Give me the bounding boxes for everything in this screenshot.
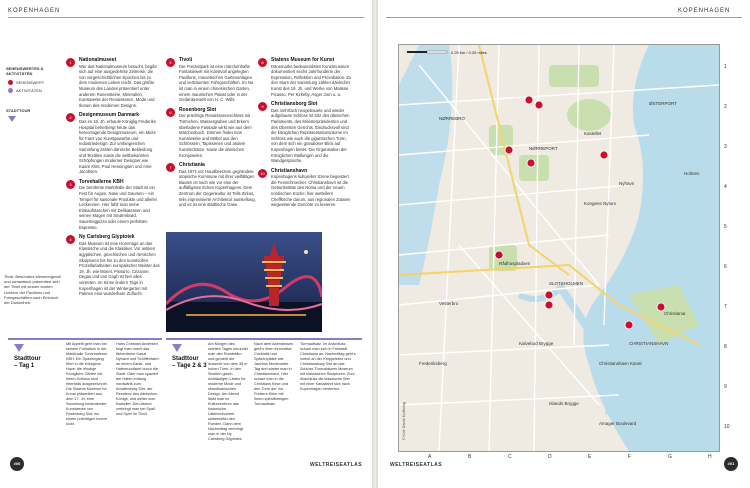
legend-item-label: SEHENSWERT [16,80,45,85]
entry-item [166,163,256,208]
entry-title: Christiania [179,162,205,169]
tour2-col-3: Turmaufsatz. Im Anschluss schaut man sich in Freistadt Christiania an. Nachmittag geht's vorbei an der Knippelsbro und Christiansborg Slot an das Schloss Thorvaldsens Museum mit klassischen Skulpturen. Zum Abschluss die klassische Wer mit einer Kanalfahrt sich nach Kopenhagen-Vesterbro. [300,342,356,391]
legend-title [6,66,66,76]
map-place-label: ØSTERPORT [649,101,677,106]
entry-body: Das im 18. Jh. erbaute Königlig Frederiks Hospital beherbergt heute das hervorragende Designmuseum, ein Muss für Fans von Kunstgewerbe und Industriedesign. Zur umfangreichen Sammlung zählen dänische Bekleidung und Textilien sowie die weltbekannten Schöpfungen moderner Designer wie Kaare Klint, Poul Henningsen und Arne Jacobsen. [79,118,156,175]
legend-aktivitaeten [8,88,68,93]
page-number-left: #00 [10,457,24,471]
legend-stadttour-title: STADTTOUR [6,108,31,113]
grid-row-label: 1 [724,64,727,70]
grid-row-label: 9 [724,384,727,390]
entry-title: Rosenborg Slot [179,106,217,113]
entry-title: Tivoli [179,57,192,63]
map-place-label: Christiania [664,311,686,316]
map-place-label: NØRREBRO [439,116,466,121]
tour2-title [172,356,207,370]
header-rule [386,17,742,18]
entry-marker-icon: 6 [166,108,175,117]
entry-marker-icon: 1 [66,58,75,67]
entry-item [258,169,352,208]
entry-marker-icon: 9 [258,102,267,111]
entry-body: Dänemarks bedeutendstes Kunstmuseum dokumentiert sechs Jahrhunderte der Expression, Reflektion und Provokation. Zu den Stars der Sammlung zählen dänischer Kunst des 19. Jh. und Werke von Matisse, Picasso, Per Kirkeby, Asger Jorn u. a. [271,63,352,97]
entry-item [258,102,352,164]
legend-title-line1: SEHENSWERTES & [6,66,44,71]
map-marker-icon[interactable] [525,96,533,104]
tour1-col-1: Mit Appetit geht man bei seinem Frühstück in der Markthalle Torvehallerne KBH. Ein Spaziergang führt in die Königens Have: die einstige Königliche Gärten mit ihrem Schloss sind ebenfalls ausgezeichnet. Die Statens Museum for Kunst präsentiert aus dem 17. Jh. eine Sammlung bedeutender Kunstwerke von Rosenborg Slot, wo einem prächtigen Innere lockt. [66,342,108,426]
map-place-label: Frederiksberg [419,361,447,366]
grid-col-label: E [588,454,592,460]
entry-item [258,58,352,97]
entries-column-2 [166,58,256,213]
map-place-label: Holmen [684,171,700,176]
map-place-label: Nyhavn [619,181,635,186]
tour-triangle-icon [172,344,182,352]
map-copyright: © Kort: Dansk Kortforlag [402,402,406,440]
map-place-label: Vesterbro [439,301,459,306]
kastellet-park [567,99,611,131]
map-marker-icon[interactable] [600,151,608,159]
entry-item [66,113,160,175]
photo-caption: Tivoli: Besonders stimmungsvoll und romantisch präsentiert sich der Tivoli mit seinen bunten Lichtern der Pavillons und Fahrgeschäften nach Einbruch der Dunkelheit. [4,274,61,306]
map-place-label: Kongens Nytorv [584,201,617,206]
map-place-label: Islands Brygge [549,401,579,406]
grid-row-label: 10 [724,424,730,430]
grid-col-label: A [428,454,432,460]
grid-col-label: C [508,454,512,460]
entry-body: Der prächtige Renaissanceschloss mit Türmchen, Wassergraben und Erkern überladene Fassade wirkt wie aus dem Märchenbuch. Drinnen findet man Kunstwerke und Möbel aus den Schlössern, Tapisserien und andere Kunstschätze, sowie die dänischen Kronjuwelen. [179,113,252,158]
entry-title: Ny Carlsberg Glyptotek [79,234,135,241]
entry-body: Die berühmte Markthalle der Stadt ist ein Fest für Augen, Nase und Gaumen – ein Tempel für saisonale Produkte und allerlei Leckereien. Hier fühlt man seine Einkaufstaschen mit Delikatessen und seinen Magen mit Smørrebrød, Sauerteigpizza oder einem perfekten Espresso. [79,185,157,230]
grid-row-label: 2 [724,104,727,110]
tour2-title-line2: – Tage 2 & 3 [172,363,207,369]
legend-sehenswert [8,80,68,85]
legend-item-label: AKTIVITÄTEN [16,88,42,93]
map-place-label: Kalvebod Brygge [519,341,554,346]
map-place-label: CHRISTIANSHAVN [629,341,669,346]
grid-col-label: H [708,454,712,460]
tour1-title [14,356,41,370]
map-marker-icon[interactable] [545,291,553,299]
grid-row-label: 5 [724,224,727,230]
entry-item [166,58,256,103]
entry-item [66,235,160,297]
entry-title: Christianshavn [271,167,308,174]
entry-marker-icon: 10 [258,169,267,178]
entry-body: Wer das Nationalmuseum besucht, begibt sich auf eine ausgedehnte Zeitreise, die von vorgeschichtlichen Epochen bis zu dem modernen Leben reicht. Das größte Museum des Landes präsentiert unter anderem Runensteine, Mineralien, Kunstwerke der Renaissance, Mode und Ikonen des modernen Designs. [79,63,157,108]
entry-item [66,180,160,230]
grid-row-label: 3 [724,144,727,150]
map-marker-icon[interactable] [545,301,553,309]
tour-triangle-icon [14,344,24,352]
grid-row-label: 4 [724,184,727,190]
scale-label: 0.25 km / 0.25 miles [451,50,487,55]
entry-marker-icon: 2 [66,113,75,122]
footer-right: WELTREISEATLAS [390,462,443,468]
header-rule [8,17,364,18]
entry-marker-icon: 8 [258,58,267,67]
page-number-right: #01 [724,457,738,471]
entry-item [166,108,256,158]
map-place-label: Amager Boulevard [599,421,637,426]
tivoli-photo [166,232,322,332]
tour2-title-line1: Stadttour [172,356,199,362]
entry-marker-icon: 4 [66,235,75,244]
purple-dot-icon [8,88,13,93]
grid-row-label: 8 [724,344,727,350]
footer-left: WELTREISEATLAS [310,462,363,468]
entry-title: Christiansborg Slot [271,101,318,108]
map-place-label: NØRREPORT [529,146,558,151]
entry-marker-icon: 5 [166,58,175,67]
map-marker-icon[interactable] [657,303,665,311]
entry-body: Das Museum ist eine Hommage an das Klassische und die Klassiker. Vor antiken ägyptischen, griechischen und römischen Skulpturen bis hin zu den kunstvollen Prozellarlarbeiten europäischer Meister des 19. Jh. wie Monet, Pissarro, Cézanne, Degas und van Gogh ist hier alles vertreten. Im Sinne lindern Tage in Kopenhagen ist der Wintergarten mit Palmen eine wunderbare Zuflucht. [79,240,160,297]
fælledparken [549,65,599,87]
tour1-title-line2: – Tag 1 [14,363,35,369]
entry-title: Nationalmuseet [79,57,117,63]
map-marker-icon[interactable] [505,146,513,154]
entry-item [66,58,160,108]
entry-body: Kopenhagens kultureller Szene begeistert die Feinschmecker. Christianshavn ist die Geburtsstätte des Noma und der neuen nordischen Küche; hier wetteifern Cheffköche darum, aus regionalen Zutaten wegweisende Gerichte zu kreieren. [271,174,351,208]
entry-marker-icon: 3 [66,180,75,189]
grid-col-label: F [628,454,632,460]
running-header-right: KOPENHAGEN [678,8,731,14]
map-marker-icon[interactable] [495,251,503,259]
tour2-col-2: Nach dem Abendessen geht's ihren innovative Cocktails und Spitzenplätze wie Jazzhus Montmartre. Tag drei startet man in Christianshavn. Hier schaut man in die Christians Kirke und den Turm der Vor Frelsers Kirke mit ihrem spiralförmigen Turmaufsatz. [254,342,294,406]
entries-column-3 [258,58,352,213]
grid-row-label: 6 [724,264,727,270]
running-header-left: KOPENHAGEN [8,8,61,14]
map-place-label: SLOTSHOLMEN [549,281,584,286]
tour1-col-2: Hans Christian Andersen folgt man durch das färbenfrohe Kanal Nyhavn und Schiffenfahrt: an einem Kanal- und Hafenrundfahrt durch die Stadt. Oder man spaziert am Hafen entlang nordwärts zum Amalienborg Slot, der Residenz des dänischen Königs, und weiter zum Kastellet. Den Abend verbringt man bei Spaß und Spiel im Tivoli. [116,342,160,416]
map-place-label: Rådhuspladsen [499,261,531,266]
entry-title: Statens Museum for Kunst [271,57,335,63]
entry-marker-icon: 7 [166,163,175,172]
entry-body: Das 1971 vor Haudbeetzern gegründete utopische Kommune mit ihrer vielfältigen Bauten ist nach wie vor eine der auffälligsten Ecken Kopenhagens. Dem Zentrum der Gegenkultur ist Tells Zirkus, teils improvisierte Architektur ausstellung, und es ist eine städtische Oase. [179,168,256,208]
tivoli-night-image [166,232,322,332]
entry-title: Designmuseum Danmark [79,112,140,119]
map-place-label: Kastellet [584,131,602,136]
tour-triangle-icon [8,116,16,122]
entry-body: Das mehrfach neugebauete und wieder aufgebaute Schloss ist Sitz des dänischen Parlaments, des Ministerpräsidenten und des Obersten Gerichts. Eindrucksvoll sind die königlichen Repräsentationsräume im Schloss wie auch die gigantischen Turm, von dem sich ein grandioser Blick auf Kopenhagen bietet. Die Organisation der Königlichen Stallungen und die Wandgesprache. [271,107,350,164]
red-dot-icon [8,80,13,85]
grid-col-label: G [668,454,672,460]
tour1-title-line1: Stadttour [14,356,41,362]
copenhagen-map[interactable] [398,44,720,452]
left-page [0,0,372,488]
kongens-have-park [519,155,549,181]
map-place-label: Christianshavn Kanal [599,361,642,366]
grid-col-label: B [468,454,472,460]
grid-col-label: D [548,454,552,460]
map-marker-icon[interactable] [625,321,633,329]
grid-row-label: 7 [724,304,727,310]
entry-body: Der Freizeitpark ist eine märchenhafte Fantasiewelt mit kunstvoll angelegten Pavillons, romantischen Gartenanlagen und verträumten Fahrgeschäften. Im Nu ist man in einem chinesischen Garten, einem maurischen Palast oder in der Gedankenwelt von H. C. Wills. [179,63,254,103]
map-marker-icon[interactable] [535,101,543,109]
tour2-col-1: Am Morgen des zweiten Tages erkundet man den Rundetårn und genießt die Aussicht von dem 35 m hohen Turm. In den Straßen gleich rückläufigen Läden für moderne Mode und skandinavisches Design. Am Abend lässt man im Kulturzentrum das historische Lateinerkvartert südwestlich des Runden. Dann dem Nachmittag verbringt man in der Ny Carlsberg Glyptotek. [208,342,248,441]
entry-title: Torvehallerne KBH [79,178,124,185]
legend-title-line2: AKTIVITÄTEN [6,71,33,76]
map-marker-icon[interactable] [527,159,535,167]
map-canvas[interactable] [399,45,719,451]
legend-stadttour-icon [8,116,68,123]
entries-column-1 [66,58,160,302]
